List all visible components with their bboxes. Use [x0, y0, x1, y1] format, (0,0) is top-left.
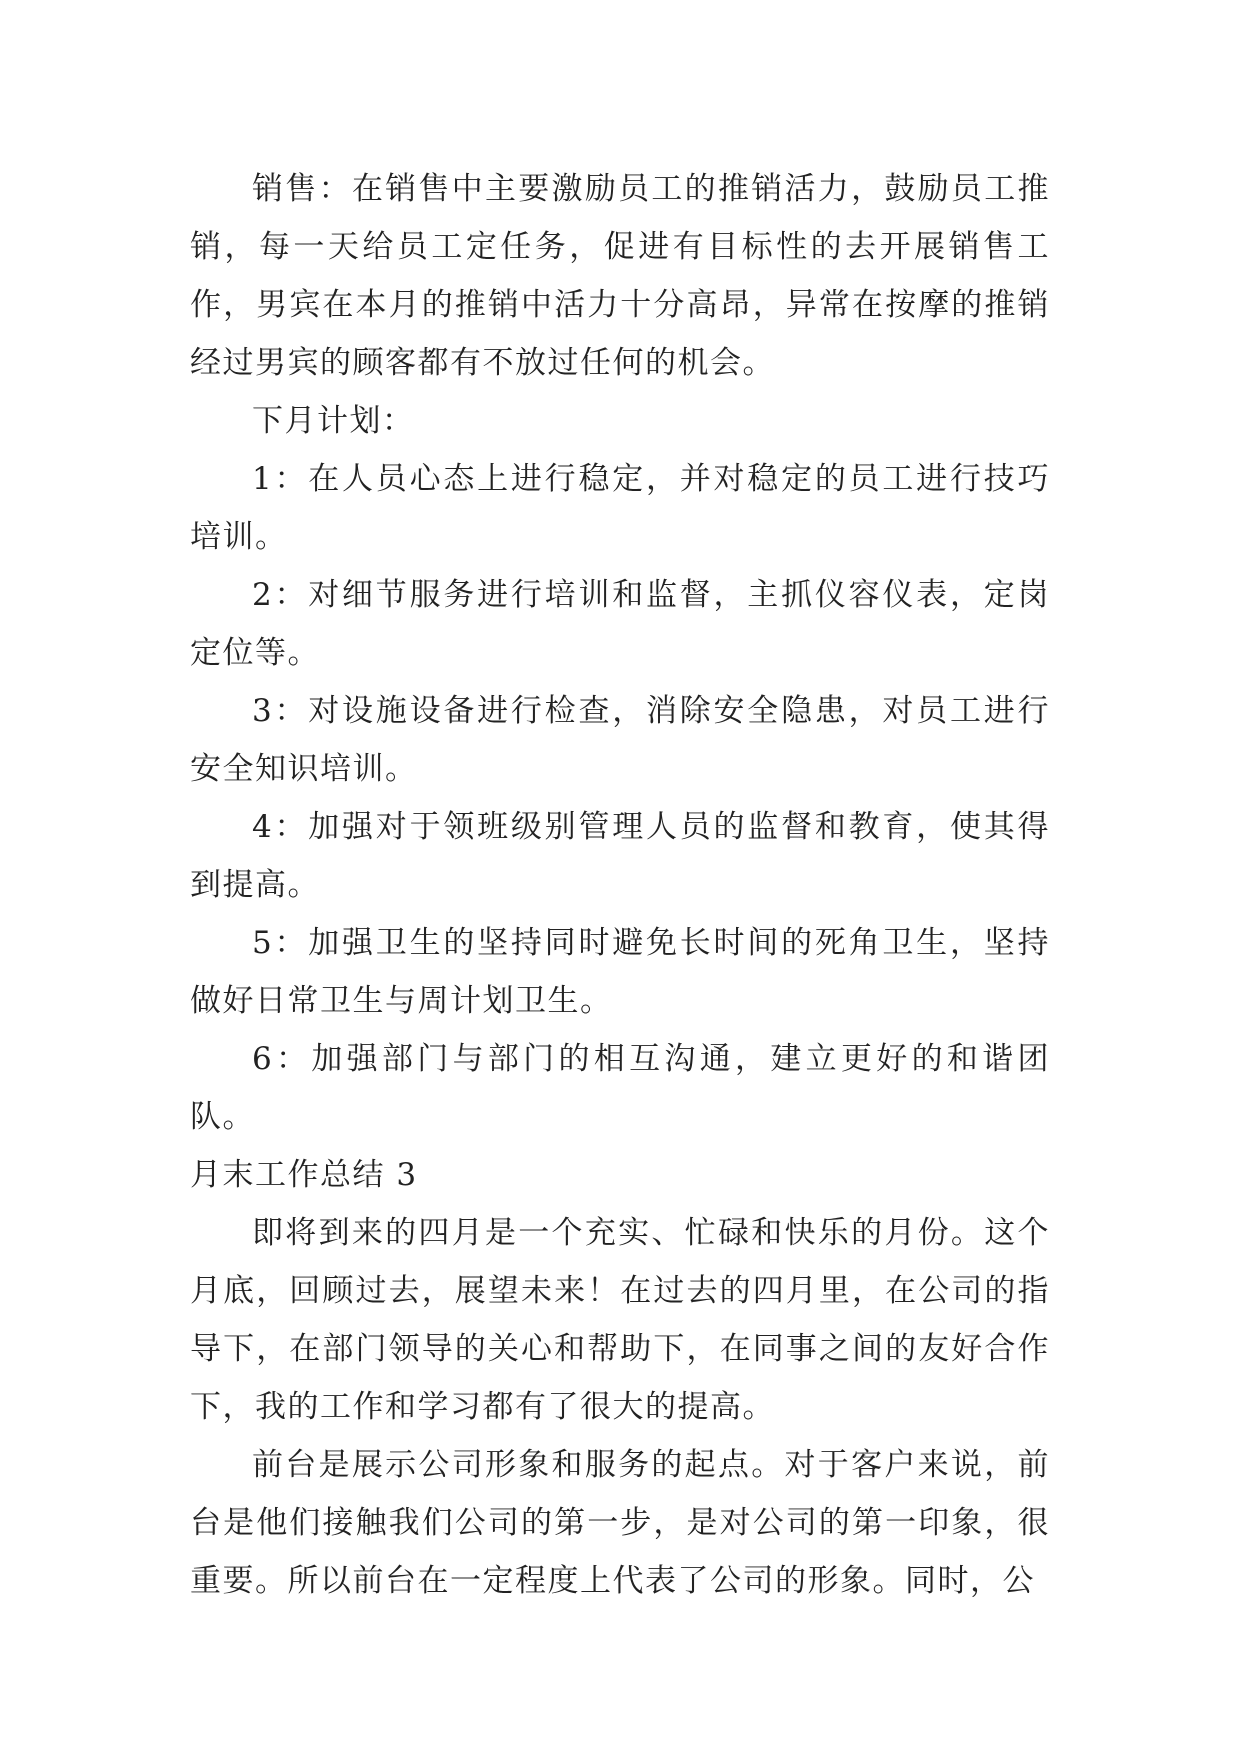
plan-item-1: 1：在人员心态上进行稳定，并对稳定的员工进行技巧培训。 — [190, 461, 1050, 555]
plan-item-2: 2：对细节服务进行培训和监督，主抓仪容仪表，定岗定位等。 — [190, 577, 1050, 671]
paragraph-sales: 销售：在销售中主要激励员工的推销活力，鼓励员工推销，每一天给员工定任务，促进有目标性的去开展销售工作，男宾在本月的推销中活力十分高昂，异常在按摩的推销经过男宾的顾客都有不放过任何的机会。 — [190, 171, 1050, 381]
paragraph-front-desk: 前台是展示公司形象和服务的起点。对于客户来说，前台是他们接触我们公司的第一步，是对公司的第一印象，很重要。所以前台在一定程度上代表了公司的形象。同时，公 — [190, 1447, 1050, 1599]
plan-item-5: 5：加强卫生的坚持同时避免长时间的死角卫生，坚持做好日常卫生与周计划卫生。 — [190, 925, 1050, 1019]
paragraph-next-month-plan: 下月计划： — [252, 403, 415, 439]
section-heading: 月末工作总结 3 — [190, 1157, 418, 1193]
plan-item-4: 4：加强对于领班级别管理人员的监督和教育，使其得到提高。 — [190, 809, 1050, 903]
paragraph-april-review: 即将到来的四月是一个充实、忙碌和快乐的月份。这个月底，回顾过去，展望未来！在过去的四月里，在公司的指导下，在部门领导的关心和帮助下，在同事之间的友好合作下，我的工作和学习都有了很大的提高。 — [190, 1215, 1050, 1425]
plan-item-3: 3：对设施设备进行检查，消除安全隐患，对员工进行安全知识培训。 — [190, 693, 1050, 787]
document-body — [190, 160, 1050, 1610]
plan-item-6: 6：加强部门与部门的相互沟通，建立更好的和谐团队。 — [190, 1041, 1050, 1135]
